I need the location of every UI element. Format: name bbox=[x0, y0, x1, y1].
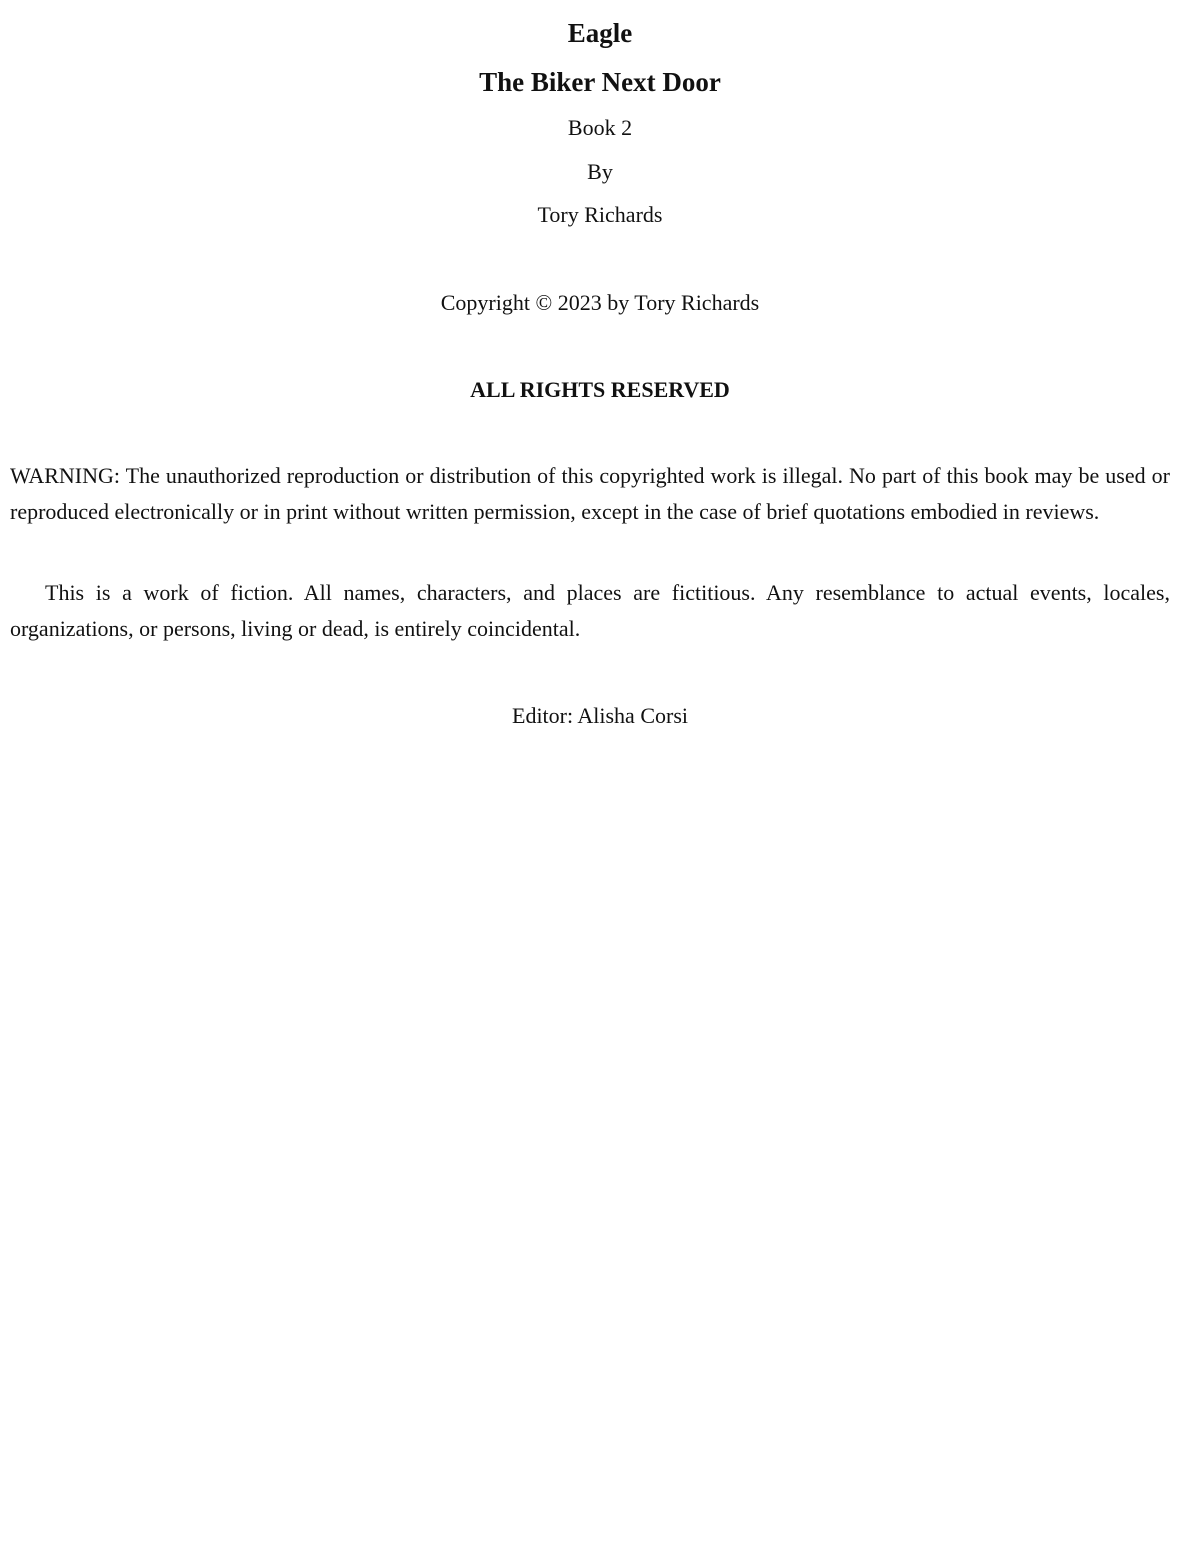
by-line: By bbox=[587, 159, 613, 184]
copyright-notice: Copyright © 2023 by Tory Richards bbox=[440, 290, 760, 315]
book-number: Book 2 bbox=[567, 115, 633, 140]
rights-reserved: ALL RIGHTS RESERVED bbox=[470, 377, 730, 402]
fiction-notice-paragraph: This is a work of fiction. All names, characters, and places are fictitious. Any resemblance to actual events, locales, organizations, or persons, living or dead, is entirely coincidental. bbox=[10, 580, 1170, 641]
book-subtitle: The Biker Next Door bbox=[479, 67, 721, 97]
author-name: Tory Richards bbox=[537, 202, 663, 227]
editor-credit: Editor: Alisha Corsi bbox=[512, 703, 688, 728]
warning-paragraph: WARNING: The unauthorized reproduction or distribution of this copyrighted work is illegal. No part of this book may be used or reproduced electronically or in print without written permission, except in the case of brief quotations embodied in reviews. bbox=[10, 463, 1170, 524]
book-title: Eagle bbox=[567, 18, 633, 48]
